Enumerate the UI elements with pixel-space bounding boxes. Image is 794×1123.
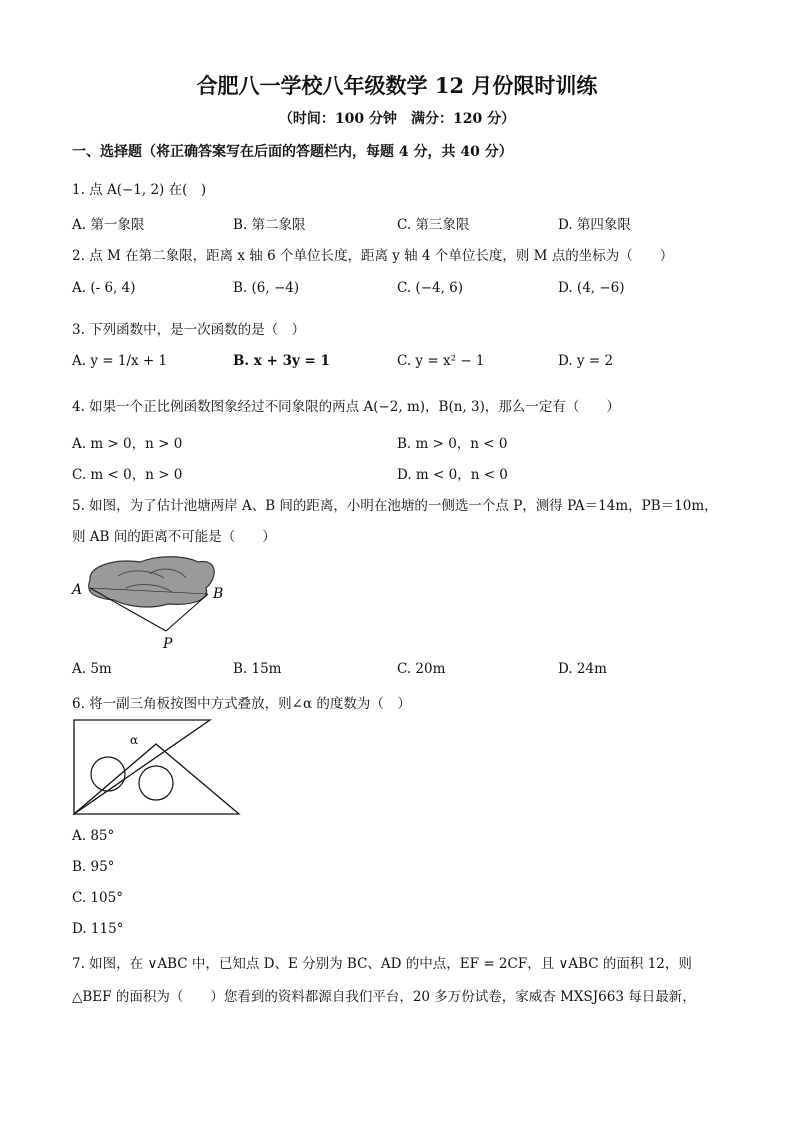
pond-shape [89,557,215,607]
q6-option-a: A. 85° [72,828,115,844]
hole-right [139,766,173,800]
exam-info: （时间：100 分钟 满分：120 分） [278,111,516,127]
q5-stem-line2: 则 AB 间的距离不可能是（ ） [72,529,276,545]
q4-option-c: C. m < 0，n > 0 [72,467,183,483]
q2-option-a: A. (- 6, 4) [72,280,136,296]
q2-option-c: C. (−4, 6) [397,280,464,296]
q3-option-b: B. x + 3y = 1 [233,353,330,369]
q1-option-a: A. 第一象限 [72,217,145,233]
q3-option-c: C. y = x² − 1 [397,353,485,369]
q4-option-a: A. m > 0，n > 0 [72,436,183,452]
q5-stem-line1: 5. 如图，为了估计池塘两岸 A、B 间的距离，小明在池塘的一侧选一个点 P，测得 PA＝14m，PB＝10m， [72,498,718,514]
section-heading: 一、选择题（将正确答案写在后面的答题栏内，每题 4 分，共 40 分） [72,144,513,160]
isosceles-triangle-board [74,744,239,814]
q6-option-d: D. 115° [72,921,124,937]
q3-option-a: A. y = 1/x + 1 [72,353,168,369]
right-triangle-board [74,720,210,814]
alpha-label: α [130,733,139,747]
q2-option-d: D. (4, −6) [558,280,625,296]
q2-stem: 2. 点 M 在第二象限，距离 x 轴 6 个单位长度，距离 y 轴 4 个单位长度，则 M 点的坐标为（ ） [72,248,674,264]
q7-stem-line2: △BEF 的面积为（ ）您看到的资料都源自我们平台，20 多万份试卷，家威杏 MXSJ663 每日最新， [72,989,696,1005]
pond-figure [68,548,238,653]
page-title: 合肥八一学校八年级数学 12 月份限时训练 [196,73,598,98]
q4-option-b: B. m > 0，n < 0 [397,436,508,452]
q4-option-d: D. m < 0，n < 0 [397,467,508,483]
q7-stem-line1: 7. 如图，在 ∨ABC 中，已知点 D、E 分别为 BC、AD 的中点，EF = 2CF，且 ∨ABC 的面积 12，则 [72,956,692,972]
label-p: P [163,636,173,652]
q6-stem: 6. 将一副三角板按图中方式叠放，则∠α 的度数为（ ） [72,696,411,712]
q6-option-b: B. 95° [72,859,115,875]
label-b: B [213,586,224,602]
q5-option-c: C. 20m [397,661,446,677]
q5-option-d: D. 24m [558,661,607,677]
q3-option-d: D. y = 2 [558,353,614,369]
q1-option-c: C. 第三象限 [397,217,470,233]
q1-stem: 1. 点 A(−1, 2) 在( ) [72,182,207,198]
q3-stem: 3. 下列函数中，是一次函数的是（ ） [72,322,306,338]
q2-option-b: B. (6, −4) [233,280,300,296]
q6-option-c: C. 105° [72,890,123,906]
q5-option-a: A. 5m [72,661,112,677]
q1-option-d: D. 第四象限 [558,217,631,233]
q1-option-b: B. 第二象限 [233,217,306,233]
label-a: A [72,582,83,598]
q4-stem: 4. 如果一个正比例函数图象经过不同象限的两点 A(−2, m)，B(n, 3)，那么一定有（ ） [72,399,620,415]
q5-option-b: B. 15m [233,661,282,677]
triangle-boards-figure [70,716,245,820]
